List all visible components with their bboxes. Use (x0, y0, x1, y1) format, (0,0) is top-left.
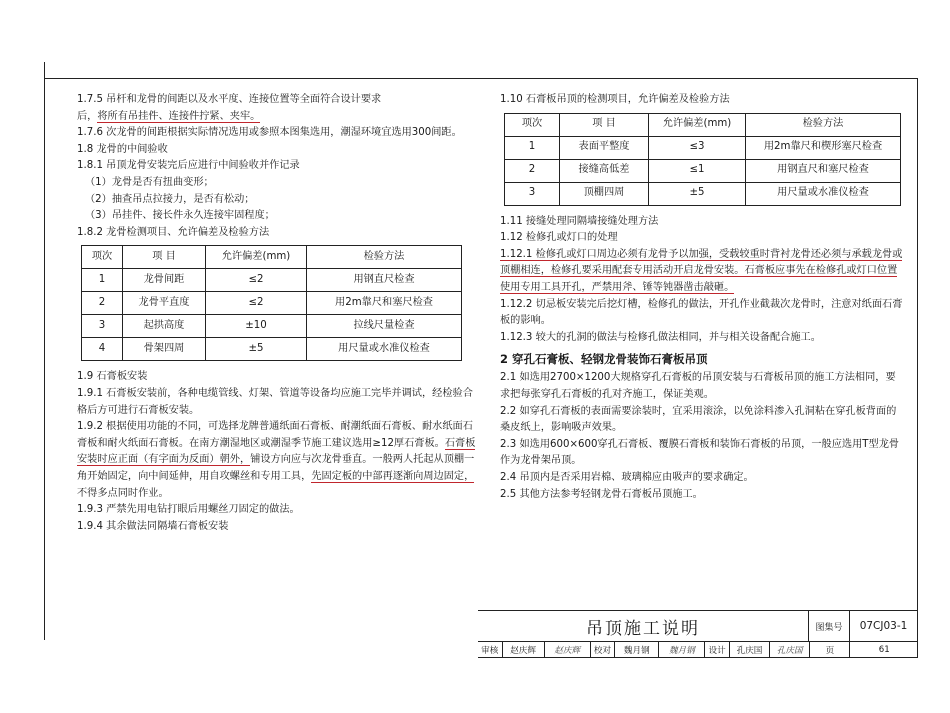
col-header: 允许偏差(mm) (649, 113, 746, 136)
para-1-7-5: 1.7.5 吊杆和龙骨的间距以及水平度、连接位置等全面符合设计要求 后，将所有吊挂件、连接件拧紧、夹牢。 (77, 94, 382, 122)
atlas-number-label: 图集号 (809, 611, 850, 642)
table-cell: 骨架四周 (123, 338, 206, 361)
table-row (505, 159, 901, 182)
table-cell: 用尺量或水准仪检查 (746, 182, 901, 205)
table-cell: 用钢直尺检查 (307, 269, 462, 292)
approval-row (478, 642, 918, 658)
table-row (82, 269, 462, 292)
para-1-11: 1.11 接缝处理同隔墙接缝处理方法 (500, 215, 659, 227)
para-1-7-6: 1.7.6 次龙骨的间距根据实际情况选用或参照本图集选用，潮湿环境宜选用300间距。 (77, 127, 462, 139)
para-2-2: 2.2 如穿孔石膏板的表面需要涂装时，宜采用滚涂，以免涂料渗入孔洞粘在穿孔板背面的桑皮纸上，影响吸声效果。 (500, 405, 897, 434)
table-cell: 龙骨间距 (123, 269, 206, 292)
table-cell: 起拱高度 (123, 315, 206, 338)
table-cell: 3 (505, 182, 560, 205)
para-1-9-2: 1.9.2 根据使用功能的不同，可选择龙牌普通纸面石膏板、耐潮纸面石膏板、耐水纸面石膏板和耐火纸面石膏板。在南方潮湿地区或潮湿季节施工建议选用≥12厚石膏板。石膏板安装时应正面（有字面为反面）朝外，铺设方向应与次龙骨垂直。一般两人托起从顶棚一角开始固定，向中间延伸，用自攻螺丝和专用工具，先固定板的中部再逐渐向周边固定，不得多点同时作业。 (77, 421, 476, 499)
review-label: 审核 (478, 642, 503, 658)
table-row (505, 136, 901, 159)
check-label: 校对 (591, 642, 616, 658)
underline-face-out: 石膏板安装时应正面（有字面为反面）朝外， (77, 437, 476, 466)
frame-top-line (44, 78, 918, 79)
frame-right-line (917, 78, 918, 658)
para-1-8: 1.8 龙骨的中间验收 (77, 143, 168, 155)
underline-fasten: 将所有吊挂件、连接件拧紧、夹牢。 (97, 110, 261, 122)
table-cell: ≤1 (649, 159, 746, 182)
para-1-12: 1.12 检修孔或灯口的处理 (500, 232, 618, 244)
table-cell: ≤2 (206, 269, 307, 292)
table-cell: 2 (505, 159, 560, 182)
para-1-9-3: 1.9.3 严禁先用电钻打眼后用螺丝刀固定的做法。 (77, 504, 300, 516)
underline-access-hole: 1.12.1 检修孔或灯口周边必须有龙骨予以加强，受载较重时背衬龙骨还必须与承载龙骨或顶棚相连，检修孔要采用配套专用活动开启龙骨安装。石膏板应事先在检修孔或灯口位置使用专用工具开孔，严禁用斧、锤等钝器凿击敲砸。 (500, 248, 903, 293)
design-label: 设计 (705, 642, 730, 658)
review-name: 赵庆辉 (503, 642, 545, 658)
table-cell: ±5 (206, 338, 307, 361)
table-cell: 龙骨平直度 (123, 292, 206, 315)
col-header: 检验方法 (746, 113, 901, 136)
atlas-number: 07CJ03-1 (850, 611, 918, 642)
para-1-9-4: 1.9.4 其余做法同隔墙石膏板安装 (77, 520, 229, 532)
table-cell: 顶棚四周 (560, 182, 649, 205)
para-2-4: 2.4 吊顶内是否采用岩棉、玻璃棉应由吸声的要求确定。 (500, 471, 754, 483)
page-number: 61 (878, 645, 890, 655)
table-cell: ≤2 (206, 292, 307, 315)
check-signature: 魏月钢 (659, 642, 705, 658)
item-1: （1）龙骨是否有扭曲变形； (85, 176, 214, 188)
para-1-12-1 (500, 247, 905, 297)
gypsum-inspection-table (504, 113, 901, 206)
col-header: 项 目 (560, 113, 649, 136)
table-cell: ≤3 (649, 136, 746, 159)
para-2-1: 2.1 如选用2700×1200大规格穿孔石膏板的吊顶安装与石膏板吊顶的施工方法相同，要求把每张穿孔石膏板的孔对齐施工，保证美观。 (500, 372, 896, 400)
table-cell: 2 (82, 292, 123, 315)
para-1-8-1: 1.8.1 吊顶龙骨安装完后应进行中间验收并作记录 (77, 160, 300, 172)
table-cell: 1 (82, 269, 123, 292)
design-signature: 孔庆国 (770, 642, 810, 658)
col-header: 项次 (82, 246, 123, 269)
item-3: （3）吊挂件、接长件永久连接牢固程度； (85, 210, 275, 222)
section-2-heading: 2 穿孔石膏板、轻钢龙骨装饰石膏板吊顶 (500, 352, 708, 367)
left-column (77, 92, 477, 535)
table-header-row (82, 246, 462, 269)
right-column (500, 92, 905, 503)
underline-fix-center: 先固定板的中部再逐渐向周边固定， (311, 470, 475, 482)
table-row (505, 182, 901, 205)
table-row (82, 292, 462, 315)
drawing-title: 吊顶施工说明 (478, 611, 809, 642)
table-row (82, 338, 462, 361)
keel-inspection-table (81, 245, 462, 361)
title-block (478, 610, 918, 658)
para-1-8-2: 1.8.2 龙骨检测项目、允许偏差及检验方法 (77, 226, 270, 238)
table-row (82, 315, 462, 338)
table-cell: 接缝高低差 (560, 159, 649, 182)
table-cell: 表面平整度 (560, 136, 649, 159)
table-cell: 用2m靠尺和塞尺检查 (307, 292, 462, 315)
col-header: 项次 (505, 113, 560, 136)
check-name: 魏月钢 (615, 642, 659, 658)
table-cell: ±5 (649, 182, 746, 205)
table-cell: 用尺量或水准仪检查 (307, 338, 462, 361)
page-label: 页 (810, 642, 850, 658)
para-2-3: 2.3 如选用600×600穿孔石膏板、覆膜石膏板和装饰石膏板的吊顶，一般应选用T型龙骨作为龙骨架吊顶。 (500, 438, 900, 467)
item-2: （2）抽查吊点拉接力，是否有松动； (85, 193, 255, 205)
para-1-9-1: 1.9.1 石膏板安装前，各种电缆管线、灯架、管道等设备均应施工完毕并调试，经检验合格后方可进行石膏板安装。 (77, 387, 473, 416)
col-header: 检验方法 (307, 246, 462, 269)
table-cell: 用2m靠尺和楔形塞尺检查 (746, 136, 901, 159)
col-header: 允许偏差(mm) (206, 246, 307, 269)
para-1-10: 1.10 石膏板吊顶的检测项目，允许偏差及检验方法 (500, 94, 730, 105)
para-1-12-2: 1.12.2 切忌板安装完后挖灯槽，检修孔的做法，开孔作业截裁次龙骨时，注意对纸面石膏板的影响。 (500, 298, 903, 327)
para-2-5: 2.5 其他方法参考轻钢龙骨石膏板吊顶施工。 (500, 488, 703, 500)
table-cell: 用钢直尺和塞尺检查 (746, 159, 901, 182)
col-header: 项 目 (123, 246, 206, 269)
review-signature: 赵庆辉 (545, 642, 591, 658)
table-cell: 拉线尺量检查 (307, 315, 462, 338)
table-header-row (505, 113, 901, 136)
table-cell: ±10 (206, 315, 307, 338)
frame-left-line (44, 62, 45, 640)
table-cell: 4 (82, 338, 123, 361)
para-1-12-3: 1.12.3 较大的孔洞的做法与检修孔做法相同，并与相关设备配合施工。 (500, 331, 821, 343)
para-1-9: 1.9 石膏板安装 (77, 371, 148, 383)
table-cell: 1 (505, 136, 560, 159)
table-cell: 3 (82, 315, 123, 338)
design-name: 孔庆国 (730, 642, 770, 658)
